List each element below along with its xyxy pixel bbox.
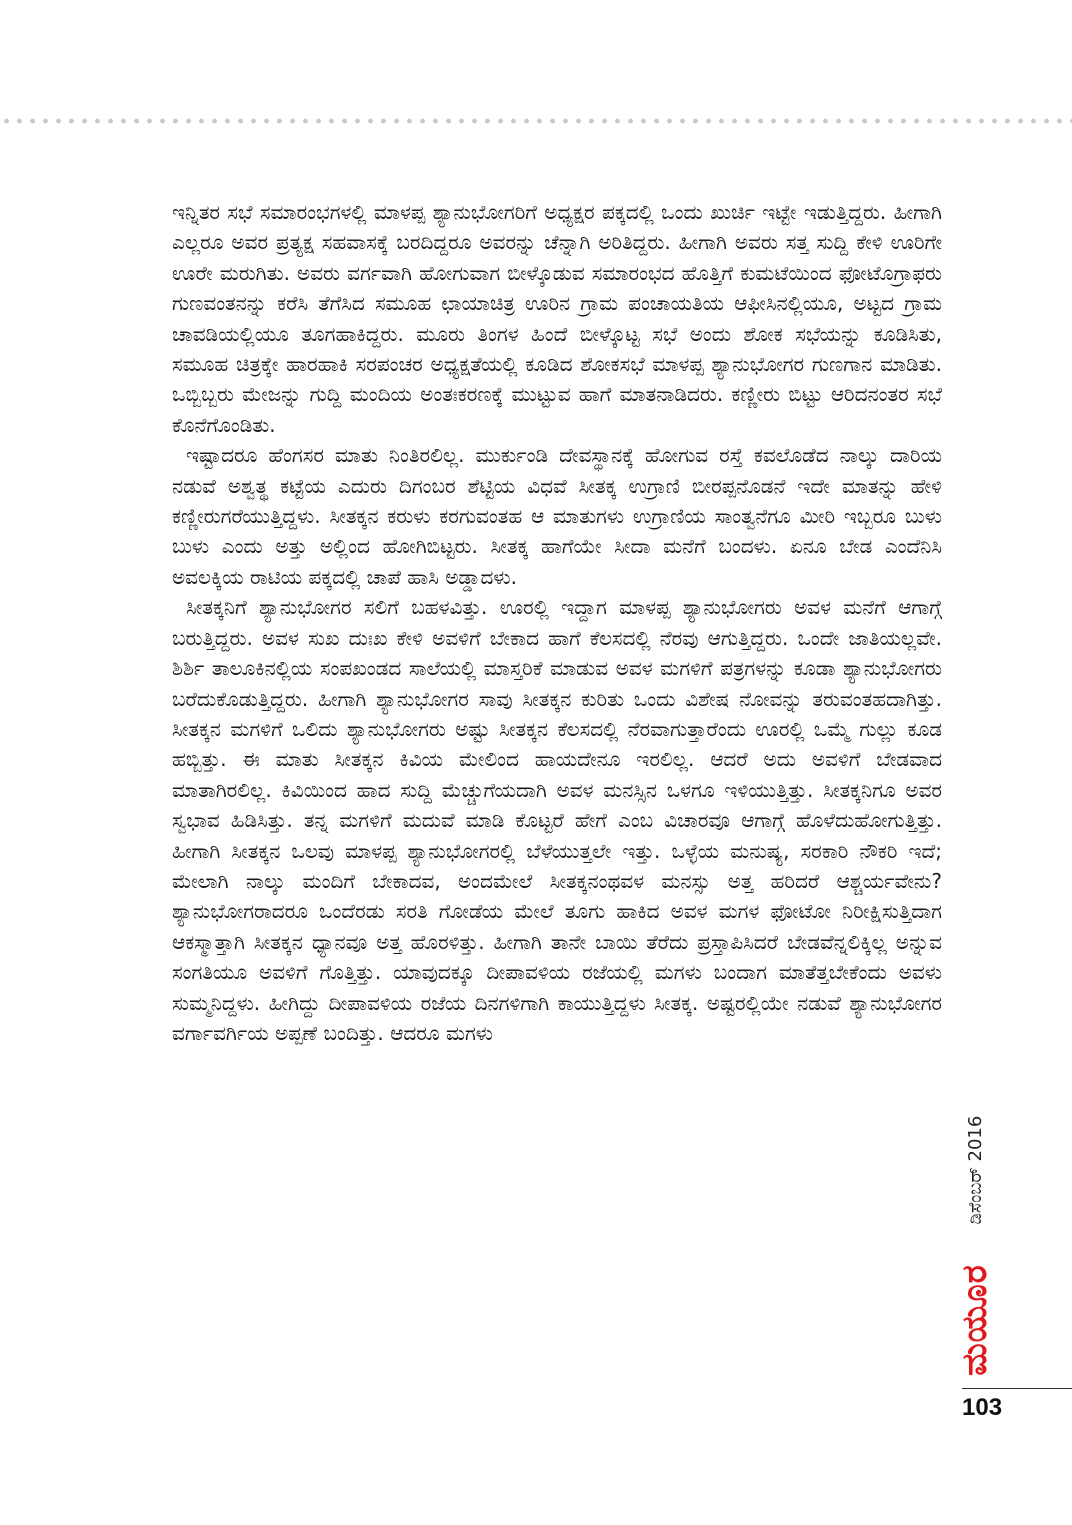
footer-rule: [962, 1388, 1072, 1389]
article-body: [172, 197, 942, 1048]
paragraph-1: ಇನ್ನಿತರ ಸಭೆ ಸಮಾರಂಭಗಳಲ್ಲಿ ಮಾಳಪ್ಪ ಶ್ಯಾನುಭೋಗರಿಗೆ ಅಧ್ಯಕ್ಷರ ಪಕ್ಕದಲ್ಲಿ ಒಂದು ಖುರ್ಚಿ ಇಟ್ಟೇ ಇಡುತ್ತಿದ್ದರು. ಹೀಗಾಗಿ ಎಲ್ಲರೂ ಅವರ ಪ್ರತ್ಯಕ್ಷ ಸಹವಾಸಕ್ಕೆ ಬರದಿದ್ದರೂ ಅವರನ್ನು ಚೆನ್ನಾಗಿ ಅರಿತಿದ್ದರು. ಹೀಗಾಗಿ ಅವರು ಸತ್ತ ಸುದ್ದಿ ಕೇಳಿ ಊರಿಗೇ ಊರೇ ಮರುಗಿತು. ಅವರು ವರ್ಗವಾಗಿ ಹೋಗುವಾಗ ಬೀಳ್ಕೊಡುವ ಸಮಾರಂಭದ ಹೊತ್ತಿಗೆ ಕುಮಟೆಯಿಂದ ಫೋಟೊಗ್ರಾಫರು ಗುಣವಂತನನ್ನು ಕರೆಸಿ ತೆಗೆಸಿದ ಸಮೂಹ ಛಾಯಾಚಿತ್ರ ಊರಿನ ಗ್ರಾಮ ಪಂಚಾಯತಿಯ ಆಫೀಸಿನಲ್ಲಿಯೂ, ಅಟ್ಟದ ಗ್ರಾಮ ಚಾವಡಿಯಲ್ಲಿಯೂ ತೂಗಹಾಕಿದ್ದರು. ಮೂರು ತಿಂಗಳ ಹಿಂದೆ ಬೀಳ್ಕೊಟ್ಟ ಸಭೆ ಅಂದು ಶೋಕ ಸಭೆಯನ್ನು ಕೂಡಿಸಿತು, ಸಮೂಹ ಚಿತ್ರಕ್ಕೇ ಹಾರಹಾಕಿ ಸರಪಂಚರ ಅಧ್ಯಕ್ಷತೆಯಲ್ಲಿ ಕೂಡಿದ ಶೋಕಸಭೆ ಮಾಳಪ್ಪ ಶ್ಯಾನುಭೋಗರ ಗುಣಗಾನ ಮಾಡಿತು. ಒಬ್ಬಿಬ್ಬರು ಮೇಜನ್ನು ಗುದ್ದಿ ಮಂದಿಯ ಅಂತಃಕರಣಕ್ಕೆ ಮುಟ್ಟುವ ಹಾಗೆ ಮಾತನಾಡಿದರು. ಕಣ್ಣೀರು ಬಿಟ್ಟು ಆರಿದನಂತರ ಸಭೆ ಕೊನೆಗೊಂಡಿತು.: [172, 200, 942, 437]
magazine-sidebar: [955, 1095, 995, 1385]
paragraph-2: ಇಷ್ಟಾದರೂ ಹೆಂಗಸರ ಮಾತು ನಿಂತಿರಲಿಲ್ಲ. ಮುರ್ಕುಂಡಿ ದೇವಸ್ಥಾನಕ್ಕೆ ಹೋಗುವ ರಸ್ತೆ ಕವಲೊಡೆದ ನಾಲ್ಕು ದಾರಿಯ ನಡುವೆ ಅಶ್ವತ್ಥ ಕಟ್ಟೆಯ ಎದುರು ದಿಗಂಬರ ಶೆಟ್ಟಿಯ ವಿಧವೆ ಸೀತಕ್ಕ ಉಗ್ರಾಣಿ ಬೀರಪ್ಪನೊಡನೆ ಇದೇ ಮಾತನ್ನು ಹೇಳಿ ಕಣ್ಣೀರುಗರೆಯುತ್ತಿದ್ದಳು. ಸೀತಕ್ಕನ ಕರುಳು ಕರಗುವಂತಹ ಆ ಮಾತುಗಳು ಉಗ್ರಾಣಿಯ ಸಾಂತ್ವನೆಗೂ ಮೀರಿ ಇಬ್ಬರೂ ಬುಳು ಬುಳು ಎಂದು ಅತ್ತು ಅಲ್ಲಿಂದ ಹೋಗಿಬಿಟ್ಟರು. ಸೀತಕ್ಕ ಹಾಗೆಯೇ ಸೀದಾ ಮನೆಗೆ ಬಂದಳು. ಏನೂ ಬೇಡ ಎಂದೆನಿಸಿ ಅವಲಕ್ಕಿಯ ರಾಟಿಯ ಪಕ್ಕದಲ್ಲಿ ಚಾಪೆ ಹಾಸಿ ಅಡ್ಡಾದಳು.: [172, 443, 942, 589]
page-number: 103: [962, 1394, 1003, 1421]
paragraph-3: ಸೀತಕ್ಕನಿಗೆ ಶ್ಯಾನುಭೋಗರ ಸಲಿಗೆ ಬಹಳವಿತ್ತು. ಊರಲ್ಲಿ ಇದ್ದಾಗ ಮಾಳಪ್ಪ ಶ್ಯಾನುಭೋಗರು ಅವಳ ಮನೆಗೆ ಆಗಾಗ್ಗೆ ಬರುತ್ತಿದ್ದರು. ಅವಳ ಸುಖ ದುಃಖ ಕೇಳಿ ಅವಳಿಗೆ ಬೇಕಾದ ಹಾಗೆ ಕೆಲಸದಲ್ಲಿ ನೆರವು ಆಗುತ್ತಿದ್ದರು. ಒಂದೇ ಜಾತಿಯಲ್ಲವೇ. ಶಿರ್ಶಿ ತಾಲೂಕಿನಲ್ಲಿಯ ಸಂಪಖಂಡದ ಸಾಲೆಯಲ್ಲಿ ಮಾಸ್ತರಿಕೆ ಮಾಡುವ ಅವಳ ಮಗಳಿಗೆ ಪತ್ರಗಳನ್ನು ಕೂಡಾ ಶ್ಯಾನುಭೋಗರು ಬರೆದುಕೊಡುತ್ತಿದ್ದರು. ಹೀಗಾಗಿ ಶ್ಯಾನುಭೋಗರ ಸಾವು ಸೀತಕ್ಕನ ಕುರಿತು ಒಂದು ವಿಶೇಷ ನೋವನ್ನು ತರುವಂತಹದಾಗಿತ್ತು. ಸೀತಕ್ಕನ ಮಗಳಿಗೆ ಒಲಿದು ಶ್ಯಾನುಭೋಗರು ಅಷ್ಟು ಸೀತಕ್ಕನ ಕೆಲಸದಲ್ಲಿ ನೆರವಾಗುತ್ತಾರೆಂದು ಊರಲ್ಲಿ ಒಮ್ಮೆ ಗುಲ್ಲು ಕೂಡ ಹಬ್ಬಿತ್ತು. ಈ ಮಾತು ಸೀತಕ್ಕನ ಕಿವಿಯ ಮೇಲಿಂದ ಹಾಯದೇನೂ ಇರಲಿಲ್ಲ. ಆದರೆ ಅದು ಅವಳಿಗೆ ಬೇಡವಾದ ಮಾತಾಗಿರಲಿಲ್ಲ. ಕಿವಿಯಿಂದ ಹಾದ ಸುದ್ದಿ ಮೆಚ್ಚುಗೆಯದಾಗಿ ಅವಳ ಮನಸ್ಸಿನ ಒಳಗೂ ಇಳಿಯುತ್ತಿತ್ತು. ಸೀತಕ್ಕನಿಗೂ ಅವರ ಸ್ವಭಾವ ಹಿಡಿಸಿತ್ತು. ತನ್ನ ಮಗಳಿಗೆ ಮದುವೆ ಮಾಡಿ ಕೊಟ್ಟರೆ ಹೇಗೆ ಎಂಬ ವಿಚಾರವೂ ಆಗಾಗ್ಗೆ ಹೊಳೆದುಹೋಗುತ್ತಿತ್ತು. ಹೀಗಾಗಿ ಸೀತಕ್ಕನ ಒಲವು ಮಾಳಪ್ಪ ಶ್ಯಾನುಭೋಗರಲ್ಲಿ ಬೆಳೆಯುತ್ತಲೇ ಇತ್ತು. ಒಳ್ಳೆಯ ಮನುಷ್ಯ, ಸರಕಾರಿ ನೌಕರಿ ಇದೆ; ಮೇಲಾಗಿ ನಾಲ್ಕು ಮಂದಿಗೆ ಬೇಕಾದವ, ಅಂದಮೇಲೆ ಸೀತಕ್ಕನಂಥವಳ ಮನಸ್ಸು ಅತ್ತ ಹರಿದರೆ ಆಶ್ಚರ್ಯವೇನು? ಶ್ಯಾನುಭೋಗರಾದರೂ ಒಂದೆರಡು ಸರತಿ ಗೋಡೆಯ ಮೇಲೆ ತೂಗು ಹಾಕಿದ ಅವಳ ಮಗಳ ಫೋಟೋ ನಿರೀಕ್ಷಿಸುತ್ತಿದಾಗ ಆಕಸ್ಮಾತ್ತಾಗಿ ಸೀತಕ್ಕನ ಧ್ಯಾನವೂ ಅತ್ತ ಹೊರಳಿತ್ತು. ಹೀಗಾಗಿ ತಾನೇ ಬಾಯಿ ತೆರೆದು ಪ್ರಸ್ತಾಪಿಸಿದರೆ ಬೇಡವೆನ್ನಲಿಕ್ಕಿಲ್ಲ ಅನ್ನುವ ಸಂಗತಿಯೂ ಅವಳಿಗೆ ಗೊತ್ತಿತ್ತು. ಯಾವುದಕ್ಕೂ ದೀಪಾವಳಿಯ ರಜೆಯಲ್ಲಿ ಮಗಳು ಬಂದಾಗ ಮಾತೆತ್ತಬೇಕೆಂದು ಅವಳು ಸುಮ್ಮನಿದ್ದಳು. ಹೀಗಿದ್ದು ದೀಪಾವಳಿಯ ರಜೆಯ ದಿನಗಳಿಗಾಗಿ ಕಾಯುತ್ತಿದ್ದಳು ಸೀತಕ್ಕ. ಅಷ್ಟರಲ್ಲಿಯೇ ನಡುವೆ ಶ್ಯಾನುಭೋಗರ ವರ್ಗಾವರ್ಗಿಯ ಅಪ್ಪಣೆ ಬಂದಿತ್ತು. ಆದರೂ ಮಗಳು: [172, 595, 942, 1045]
magazine-logo: ಮಯೂರ: [955, 1264, 995, 1376]
dotted-top-border: [0, 118, 1072, 124]
issue-date: ಡಿಸೆಂಬರ್ 2016: [965, 1115, 986, 1225]
